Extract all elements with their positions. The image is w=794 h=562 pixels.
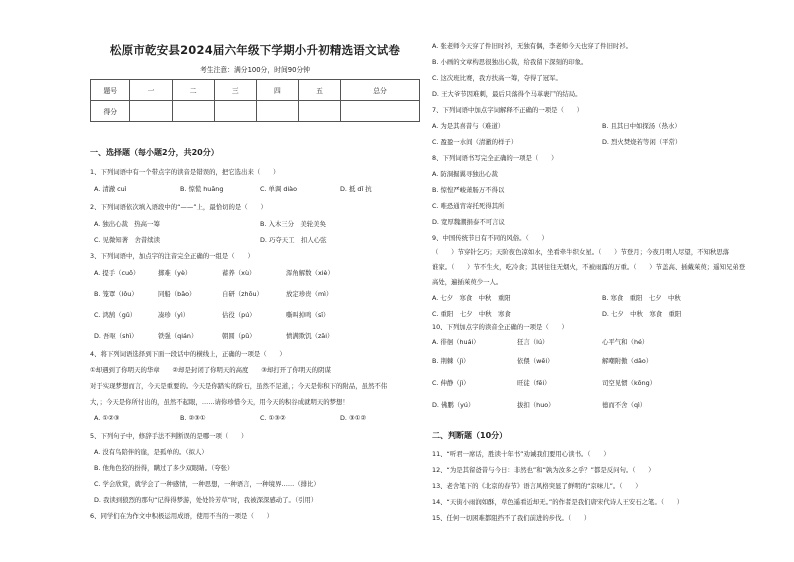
question-3: 3、下列词语中，加点字的注音完全正确的一组是（ ） [90, 252, 254, 260]
q6-option-b: B. 小画的文章构思很独出心裁，给我留下深刻的印象。 [432, 58, 588, 66]
q9-option-d: D. 七夕 中秋 寒食 重阳 [602, 310, 682, 318]
q3-row-b-1: B. 笼罩（lǒu） [94, 290, 138, 298]
q9-option-a: A. 七夕 寒食 中秋 重阳 [432, 294, 511, 302]
exam-notice: 考生注意：满分100分，时间90分钟 [200, 66, 310, 74]
q6-option-d: D. 王大爷节因难刺，最后只落得个马革裹尸的结局。 [432, 90, 582, 98]
q2-option-c: C. 见微知著 舍昔续读 [94, 236, 161, 244]
q9-option-c: C. 重阳 七夕 中秋 寒食 [432, 310, 511, 318]
left-column [90, 0, 420, 562]
q10-row-d-2: 拔扣（huo） [517, 401, 555, 409]
q1-option-a: A. 清澈 cuì [94, 185, 127, 193]
q2-option-d: D. 巧夺天工 扣人心弦 [260, 236, 327, 244]
q8-option-b: B. 惊惶严峻萧肠万不得以 [432, 186, 505, 194]
q4-option-d: D. ③①② [340, 414, 367, 422]
question-15: 15、任何一切困难都阻挡不了我们前进的步伐。（ ） [432, 514, 591, 522]
question-1: 1、下列词语中有一个带点字的读音是错误的，把它选出来（ ） [90, 168, 280, 176]
q7-option-d: D. 烈火焚烧若等闲（平常） [602, 138, 682, 146]
q4-option-a: A. ①②③ [94, 414, 120, 422]
question-9: 9、中国传统节日有不同的风俗。（ ） [432, 234, 548, 242]
q3-row-d-4: 愤满欺饥（zāi） [286, 332, 334, 340]
q1-option-c: C. 单调 diào [260, 185, 297, 193]
q2-option-b: B. 入木三分 美轮美奂 [260, 220, 326, 228]
q3-row-a-1: A. 提手（cuō） [94, 269, 140, 277]
section-heading-choice: 一、选择题（每小题2分，共20分） [90, 148, 219, 157]
q10-row-b-1: B. 荆棘（jì） [432, 357, 470, 365]
score-header-cell: 一 [130, 80, 172, 101]
q4-items: ①却遇到了你明天的华章 ②却是封闭了你明天的高度 ③却打开了你明天的阴谋 [90, 366, 331, 374]
question-7: 7、下列词语中加点字词解释不正确的一项是（ ） [432, 106, 584, 114]
question-6: 6、同学们在为作文中积极运用成语，使用不当的一项是（ ） [90, 512, 274, 520]
q7-option-b: B. 且其日中如探汤（热水） [602, 122, 681, 130]
score-header-cell: 题号 [91, 80, 130, 101]
question-12: 12、“为是其留爸昔与今日：非然也”和“孰为汝多之乎？”都是反问句。（ ） [432, 466, 655, 474]
score-header-cell: 二 [172, 80, 214, 101]
q1-option-d: D. 抵 dǐ 抗 [340, 185, 372, 193]
q3-row-b-2: 同船（bāo） [158, 290, 196, 298]
q7-option-a: A. 为是其喜昔与（难道） [432, 122, 505, 130]
q3-row-d-2: 铁强（qián） [158, 332, 198, 340]
q6-option-c: C. 这次班比赛，我方扶高一筹，夺得了冠军。 [432, 74, 562, 82]
q4-passage-line-1: 对于实现梦想而言，今天是重要的。今天是你踏实的阶石，虽然不足道，；今天是你积下的附品，虽然不伟 [90, 382, 388, 390]
q5-option-d: D. 我读到狼烈的那句“记得得梦游，处处铃芳草”时，我被深深感动了。（引用） [94, 496, 318, 504]
question-11: 11、“听君一席话，胜读十年书”劝诫我们要用心读书。（ ） [432, 450, 610, 458]
q5-option-b: B. 他角色狡的扮得，瞒过了多少双眼睛。（夸张） [94, 464, 234, 472]
q10-row-c-3: 司空见惯（kōng） [602, 379, 657, 387]
question-8: 8、下列词语书写完全正确的一项是（ ） [432, 154, 558, 162]
q10-row-a-1: A. 徘徊（huái） [432, 338, 480, 346]
q1-option-b: B. 惊慌 huāng [180, 185, 224, 193]
q8-option-c: C. 唯恐通宵寄托死得其所 [432, 202, 505, 210]
q10-row-a-2: 狂言（lú） [517, 338, 549, 346]
question-13: 13、老舍笔下的《北京的春节》语言风格突显了鲜明的“京味儿”。（ ） [432, 482, 642, 490]
q3-row-c-3: 估役（pú） [222, 311, 256, 319]
q5-option-c: C. 学会欣赏，就学会了一种感情，一种思想，一种语言，一种境界……（排比） [94, 480, 320, 488]
q3-row-d-1: D. 吾呕（shì） [94, 332, 138, 340]
score-header-cell: 总分 [341, 80, 420, 101]
question-14: 14、“天街小雨润如酥，草色遥看近却无。”的作者是我们唐宋代诗人王安石之笔。（ ） [432, 498, 684, 506]
q8-option-d: D. 宽厚魏潮捐泰不可言议 [432, 218, 505, 226]
q7-option-c: C. 盈盈一水间（清澈的样子） [432, 138, 518, 146]
q3-row-a-4: 浑角解数（xiè） [286, 269, 334, 277]
q10-row-b-3: 解嘲附傲（dāo） [602, 357, 653, 365]
q3-row-c-2: 凑珍（yì） [158, 311, 190, 319]
q9-passage-line-1: （ ）节穿针乞巧；天阶夜色凉如水，坐看牵牛织女星。（ ）节登月；今夜月明人尽望，不知秋思落 [432, 248, 730, 256]
q8-option-a: A. 防洞掘翼寻独出心裁 [432, 170, 498, 178]
q3-row-d-3: 朝圆（pǔ） [222, 332, 256, 340]
score-header-cell: 四 [256, 80, 298, 101]
q9-option-b: B. 寒食 重阳 七夕 中秋 [602, 294, 681, 302]
section-heading-judgment: 二、判断题（10分） [432, 431, 508, 440]
q10-row-d-3: 德而不舍（qì） [602, 401, 647, 409]
q9-passage-line-2: 谁家。（ ）节不生火，吃冷食；其居往往无烟火，不被雨露的万重。（ ）节盖高、插戴茱萸；遥知兄弟登 [432, 263, 746, 271]
q6-option-a: A. 张老师今天穿了件旧时衫，无独有偶，李老师今天也穿了件旧时衫。 [432, 42, 633, 50]
q10-row-b-2: 依偎（wēi） [517, 357, 554, 365]
q10-row-c-1: C. 伸静（jì） [432, 379, 470, 387]
q3-row-b-3: 自研（zhōu） [222, 290, 263, 298]
q9-passage-line-3: 高处，遍插茱萸少一人。 [432, 278, 503, 286]
exam-title: 松原市乾安县2024届六年级下学期小升初精选语文试卷 [109, 43, 401, 57]
q3-row-a-3: 蓄养（xù） [222, 269, 256, 277]
question-10: 10、下列加点字的读音全正确的一项是（ ） [432, 323, 568, 331]
q5-option-a: A. 没有鸟陪伴的崖，是孤单的。（拟人） [94, 448, 208, 456]
q3-row-b-4: 放定珍贵（mì） [286, 290, 333, 298]
q3-row-c-4: 嘶叫掉鸣（sī） [286, 311, 330, 319]
score-row-label: 得分 [91, 101, 130, 122]
question-5: 5、下列句子中，修辞手法不判断误的是哪一项（ ） [90, 432, 248, 440]
question-2: 2、下列词语依次填入语段中的“——”上，最恰切的是（ ） [90, 203, 267, 211]
q10-row-a-3: 心平气和（hé） [602, 338, 649, 346]
right-column [432, 0, 762, 562]
q4-passage-line-2: 大，；今天是你所付出的，虽然不起眼，……请你珍惜今天，用今天的积谷成就明天的梦想！ [90, 398, 349, 406]
q10-row-d-1: D. 佛鹏（yú） [432, 401, 475, 409]
q3-row-c-1: C. 鸿鹄（gǔ） [94, 311, 137, 319]
q10-row-c-2: 旺徒（fēi） [517, 379, 551, 387]
question-4: 4、将下列词语选择到下面一段话中的横线上，正确的一项是（ ） [90, 350, 286, 358]
q3-row-a-2: 掷难（yè） [158, 269, 192, 277]
q2-option-a: A. 独出心裁 热高一筹 [94, 220, 160, 228]
q4-option-b: B. ②③① [180, 414, 206, 422]
score-header-cell: 五 [298, 80, 340, 101]
score-header-cell: 三 [214, 80, 256, 101]
q4-option-c: C. ①③② [260, 414, 286, 422]
